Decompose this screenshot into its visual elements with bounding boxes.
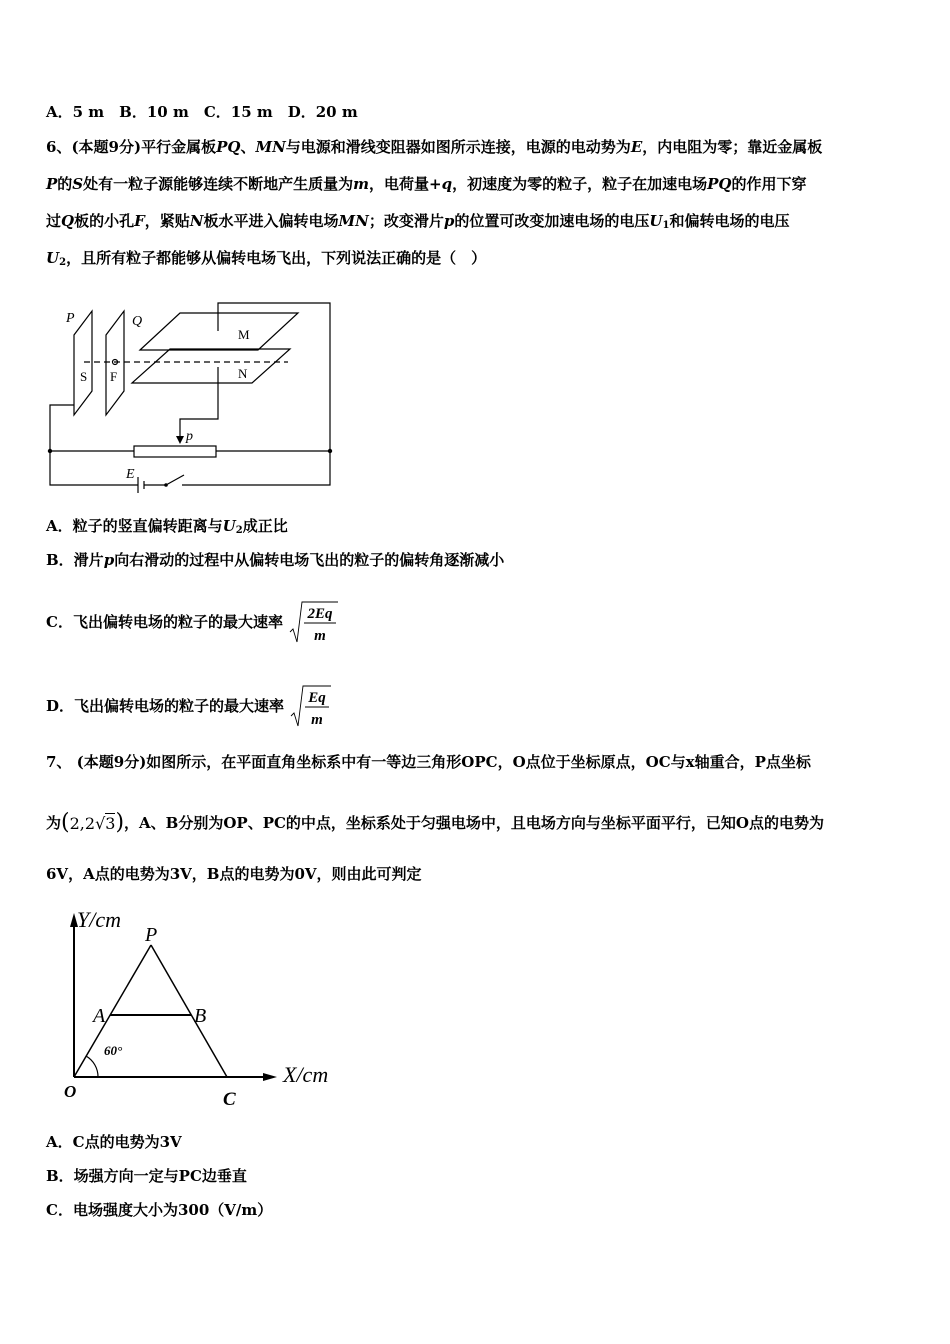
q6-text: 和偏转电场的电压	[669, 212, 790, 230]
q6-text: 的位置可改变加速电场的电压	[454, 212, 650, 230]
q6-text: 板的小孔	[74, 212, 135, 230]
coord-paren-open: (	[61, 809, 70, 835]
option-text: B．滑片	[46, 551, 104, 569]
rheostat	[134, 446, 216, 457]
switch-pivot	[164, 483, 168, 487]
wire-battery-right	[182, 451, 330, 485]
option-text: C．飞出偏转电场的粒子的最大速率	[46, 613, 283, 631]
q6-var-m: m	[353, 175, 370, 193]
q7-option-a[interactable]: A．C点的电势为3V	[46, 1133, 182, 1151]
q6-var-S: S	[72, 175, 84, 193]
label-P: P	[145, 924, 158, 946]
q6-line-3	[46, 211, 789, 236]
label-angle: 60°	[104, 1043, 123, 1058]
q6-option-c[interactable]	[46, 598, 340, 646]
label-C: C	[223, 1089, 236, 1110]
q6-var-MN: MN	[338, 212, 369, 230]
q6-text: 与电源和滑线变阻器如图所示连接，电源的电动势为	[285, 138, 631, 156]
q6-var-PQ: PQ	[707, 175, 732, 193]
q6-subscript: 1	[662, 220, 670, 231]
option-text: 成正比	[242, 517, 288, 535]
plate-p	[74, 311, 92, 415]
q6-line-4	[46, 248, 486, 273]
q6-var-q: q	[441, 175, 453, 193]
q6-subscript: 2	[235, 525, 243, 536]
slider-arrow	[176, 436, 184, 444]
q6-var-U: U	[46, 249, 60, 267]
coord-text: 2,2	[69, 813, 96, 833]
q6-subscript: 2	[59, 257, 67, 268]
side-pc	[151, 945, 227, 1077]
fraction-numerator: Eq	[308, 690, 327, 706]
q6-text: 处有一粒子源能够连续不断地产生质量为	[83, 175, 354, 193]
label-Q: Q	[132, 314, 143, 329]
q6-var-E: E	[630, 138, 643, 156]
option-text: A．粒子的竖直偏转距离与	[46, 517, 223, 535]
junction-right	[328, 449, 332, 453]
label-p: p	[186, 429, 193, 444]
label-y-axis: Y/cm	[77, 907, 121, 932]
q6-var-N: N	[189, 212, 204, 230]
q6-var-Q: Q	[61, 212, 75, 230]
q6-text: 的	[57, 175, 73, 193]
q6-option-d[interactable]	[46, 682, 333, 730]
q7-line-1: 7、 (本题9分)如图所示，在平面直角坐标系中有一等边三角形OPC，O点位于坐标原点，OC与x轴重合，P点坐标	[46, 753, 811, 771]
q6-line-1	[46, 137, 822, 157]
q6-var-P: P	[46, 175, 58, 193]
q6-text: 过	[46, 212, 62, 230]
wire-battery-loop	[50, 451, 138, 485]
q7-text: 为	[46, 814, 62, 832]
wire-m	[218, 303, 330, 451]
q6-var-PQ: PQ	[216, 138, 241, 156]
label-M: M	[238, 327, 250, 342]
q6-var-p: p	[443, 212, 455, 230]
q6-text: ；改变滑片	[368, 212, 444, 230]
q6-number: 6、	[46, 138, 72, 156]
q7-triangle-figure	[55, 905, 355, 1115]
coord-radicand: 3	[105, 813, 116, 833]
fraction-denominator: m	[314, 628, 327, 644]
label-O: O	[64, 1082, 77, 1101]
coord-paren-close: )	[115, 809, 125, 835]
q7-option-c[interactable]: C．电场强度大小为300（V/m）	[46, 1201, 273, 1219]
label-x-axis: X/cm	[283, 1062, 329, 1087]
switch-lever	[166, 475, 184, 485]
wire-p	[50, 405, 74, 451]
plate-n	[132, 349, 290, 383]
q6-option-b[interactable]	[46, 550, 504, 570]
q7-line-2	[46, 804, 824, 842]
label-N: N	[238, 366, 248, 381]
q6-text: 平行金属板	[141, 138, 217, 156]
label-E: E	[126, 467, 135, 482]
q6-text: ，电荷量+	[369, 175, 442, 193]
q6-var-U: U	[222, 517, 236, 535]
fraction-numerator: 2Eq	[307, 606, 333, 622]
label-F: F	[110, 369, 118, 384]
x-axis-arrow	[263, 1073, 277, 1081]
q6-var-U: U	[649, 212, 663, 230]
q6-var-MN: MN	[255, 138, 286, 156]
q6-line-2	[46, 174, 807, 194]
q6-circuit-figure	[40, 295, 340, 495]
label-A: A	[93, 1005, 106, 1027]
coordinate-expression: (2,2√3)	[61, 809, 125, 835]
junction-left	[48, 449, 52, 453]
q6-text: 板水平进入偏转电场	[203, 212, 339, 230]
option-text: 向右滑动的过程中从偏转电场飞出的粒子的偏转角逐渐减小	[114, 551, 505, 569]
q6-text: 的作用下穿	[731, 175, 807, 193]
sqrt-expression	[288, 598, 340, 646]
plate-q	[106, 311, 124, 415]
q6-score: (本题9分)	[71, 138, 142, 156]
angle-arc	[86, 1056, 98, 1077]
q6-text: 、	[240, 138, 256, 156]
q6-text: ，初速度为零的粒子，粒子在加速电场	[452, 175, 708, 193]
label-S: S	[80, 369, 88, 384]
q6-var-p: p	[103, 551, 115, 569]
q7-option-b[interactable]: B．场强方向一定与PC边垂直	[46, 1167, 247, 1185]
fraction-denominator: m	[311, 712, 324, 728]
label-B: B	[194, 1005, 207, 1027]
q7-line-3: 6V，A点的电势为3V，B点的电势为0V，则由此可判定	[46, 865, 422, 883]
q6-text: ，内电阻为零；靠近金属板	[642, 138, 823, 156]
q6-text: ，且所有粒子都能够从偏转电场飞出，下列说法正确的是（ ）	[66, 249, 487, 267]
q5-options: A．5 m B．10 m C．15 m D．20 m	[46, 103, 358, 121]
q6-var-F: F	[134, 212, 145, 230]
q6-option-a[interactable]	[46, 516, 288, 541]
label-P: P	[66, 311, 75, 326]
sqrt-expression	[289, 682, 333, 730]
q7-text: ，A、B分别为OP、PC的中点，坐标系处于匀强电场中，且电场方向与坐标平面平行，已知O点的电势为	[124, 814, 824, 832]
option-text: D．飞出偏转电场的粒子的最大速率	[46, 697, 285, 715]
q6-text: ，紧贴	[144, 212, 190, 230]
plate-m	[140, 313, 298, 350]
